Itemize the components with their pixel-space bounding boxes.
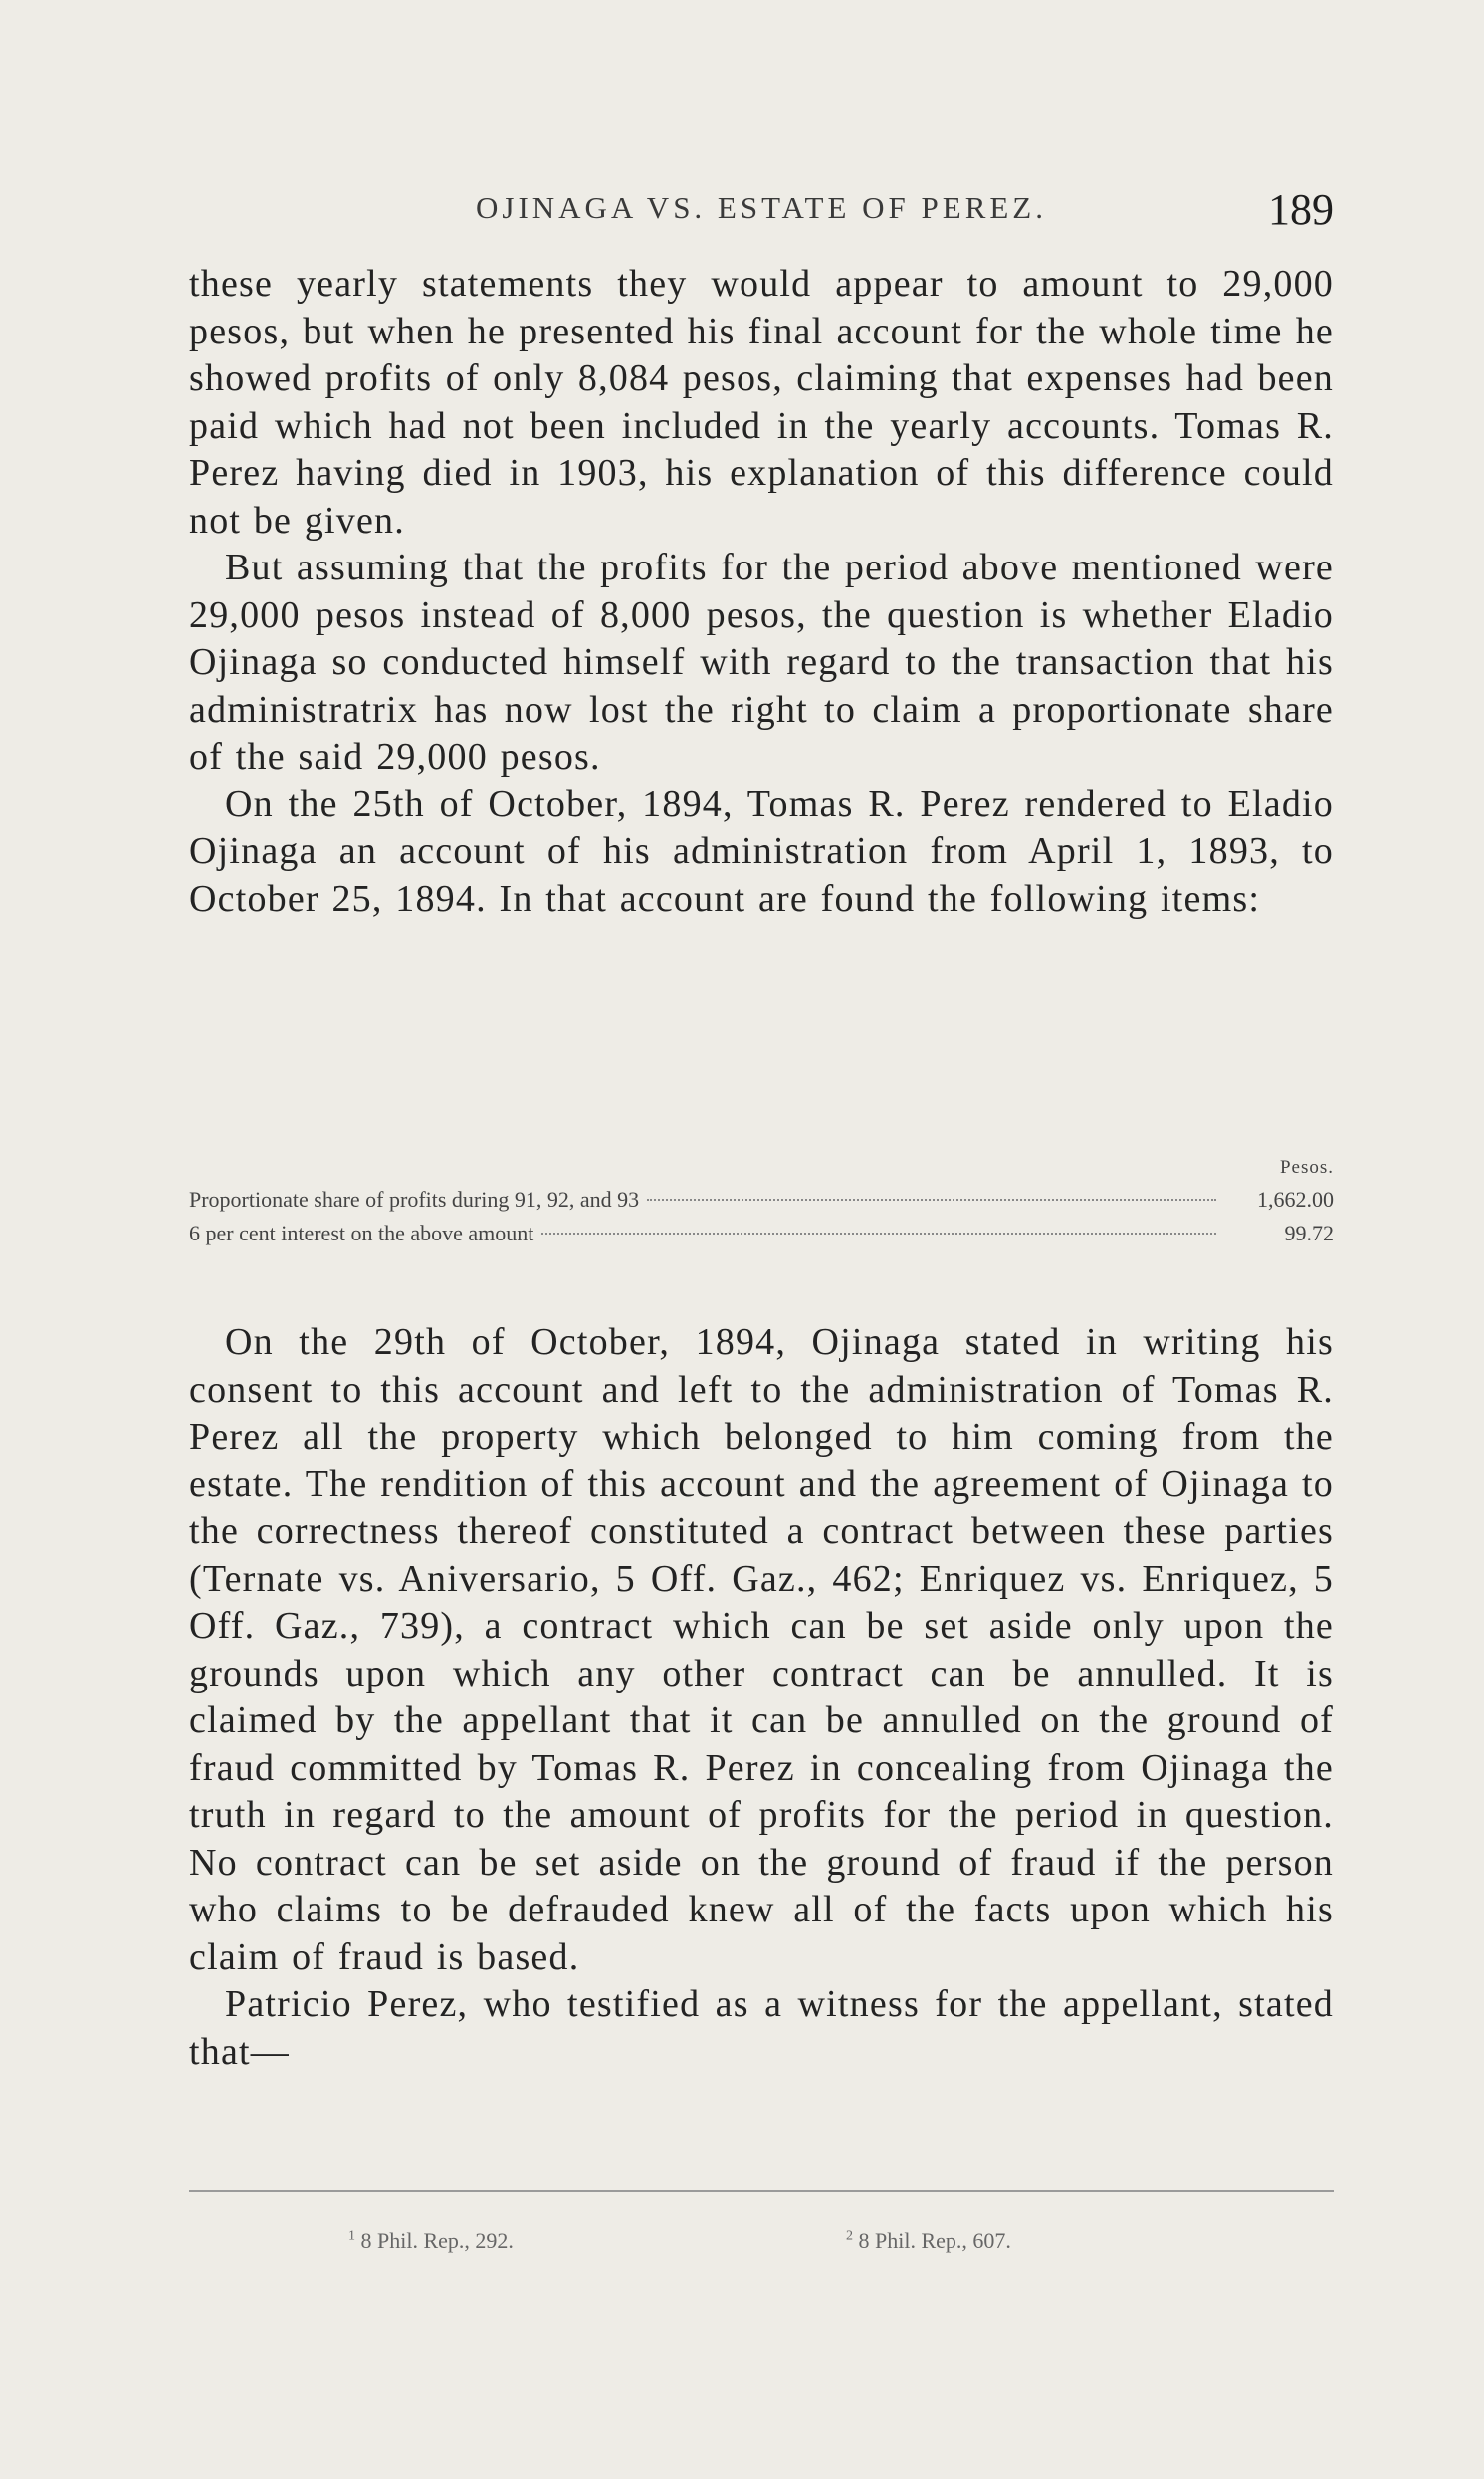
footnote	[846, 2228, 1011, 2254]
ledger-currency-header: Pesos.	[1279, 1157, 1334, 1178]
paragraph: On the 29th of October, 1894, Ojinaga stated in writing his consent to this account and left to the administration of Tomas R. Perez all the property which belonged to him coming from the estate. The rendition of this account and the agreement of Ojinaga to the correctness thereof constituted a contract between these parties (Ternate vs. Aniversario, 5 Off. Gaz., 462; Enriquez vs. Enriquez, 5 Off. Gaz., 739), a contract which can be set aside only upon the grounds upon which any other contract can be annulled. It is claimed by the appellant that it can be annulled on the ground of fraud committed by Tomas R. Perez in concealing from Ojinaga the truth in regard to the amount of profits for the period in question. No contract can be set aside on the ground of fraud if the person who claims to be defrauded knew all of the facts upon which his claim of fraud is based.	[189, 1321, 1334, 1978]
ledger-row	[189, 1187, 1334, 1221]
ledger-item-label: 6 per cent interest on the above amount	[189, 1221, 534, 1245]
running-title: OJINAGA VS. ESTATE OF PEREZ.	[476, 190, 1047, 225]
footnote-mark: 2	[846, 2228, 853, 2244]
footnote	[348, 2228, 514, 2254]
ledger-item-amount: 1,662.00	[1257, 1187, 1334, 1212]
body-text	[189, 261, 1334, 923]
ledger-item-amount: 99.72	[1284, 1221, 1334, 1245]
ledger-row	[189, 1221, 1334, 1254]
leader-dots	[541, 1233, 1216, 1235]
footnote-mark: 1	[348, 2228, 355, 2244]
leader-dots	[647, 1199, 1216, 1201]
paragraph: On the 25th of October, 1894, Tomas R. Perez rendered to Eladio Ojinaga an account of his administration from April 1, 1893, to October 25, 1894. In that account are found the following items:	[189, 783, 1334, 920]
page-number: 189	[1268, 185, 1334, 234]
footnote-divider	[189, 2190, 1334, 2192]
ledger-item-label: Proportionate share of profits during 91, 92, and 93	[189, 1187, 640, 1212]
paragraph: But assuming that the profits for the period above mentioned were 29,000 pesos instead of 8,000 pesos, the question is whether Eladio Ojinaga so conducted himself with regard to the transaction that his administratrix has now lost the right to claim a proportionate share of the said 29,000 pesos.	[189, 547, 1334, 778]
footnote-text: 8 Phil. Rep., 292.	[360, 2228, 514, 2253]
account-items-table	[189, 1157, 1334, 1254]
running-head	[189, 184, 1334, 244]
footnote-text: 8 Phil. Rep., 607.	[858, 2228, 1011, 2253]
paragraph: Patricio Perez, who testified as a witness for the appellant, stated that—	[189, 1983, 1334, 2073]
body-text-continued	[189, 1319, 1334, 2076]
paragraph-continued: these yearly statements they would appear to amount to 29,000 pesos, but when he presented his final account for the whole time he showed profits of only 8,084 pesos, claiming that expenses had been paid which had not been included in the yearly accounts. Tomas R. Perez having died in 1903, his explanation of this difference could not be given.	[189, 263, 1334, 542]
